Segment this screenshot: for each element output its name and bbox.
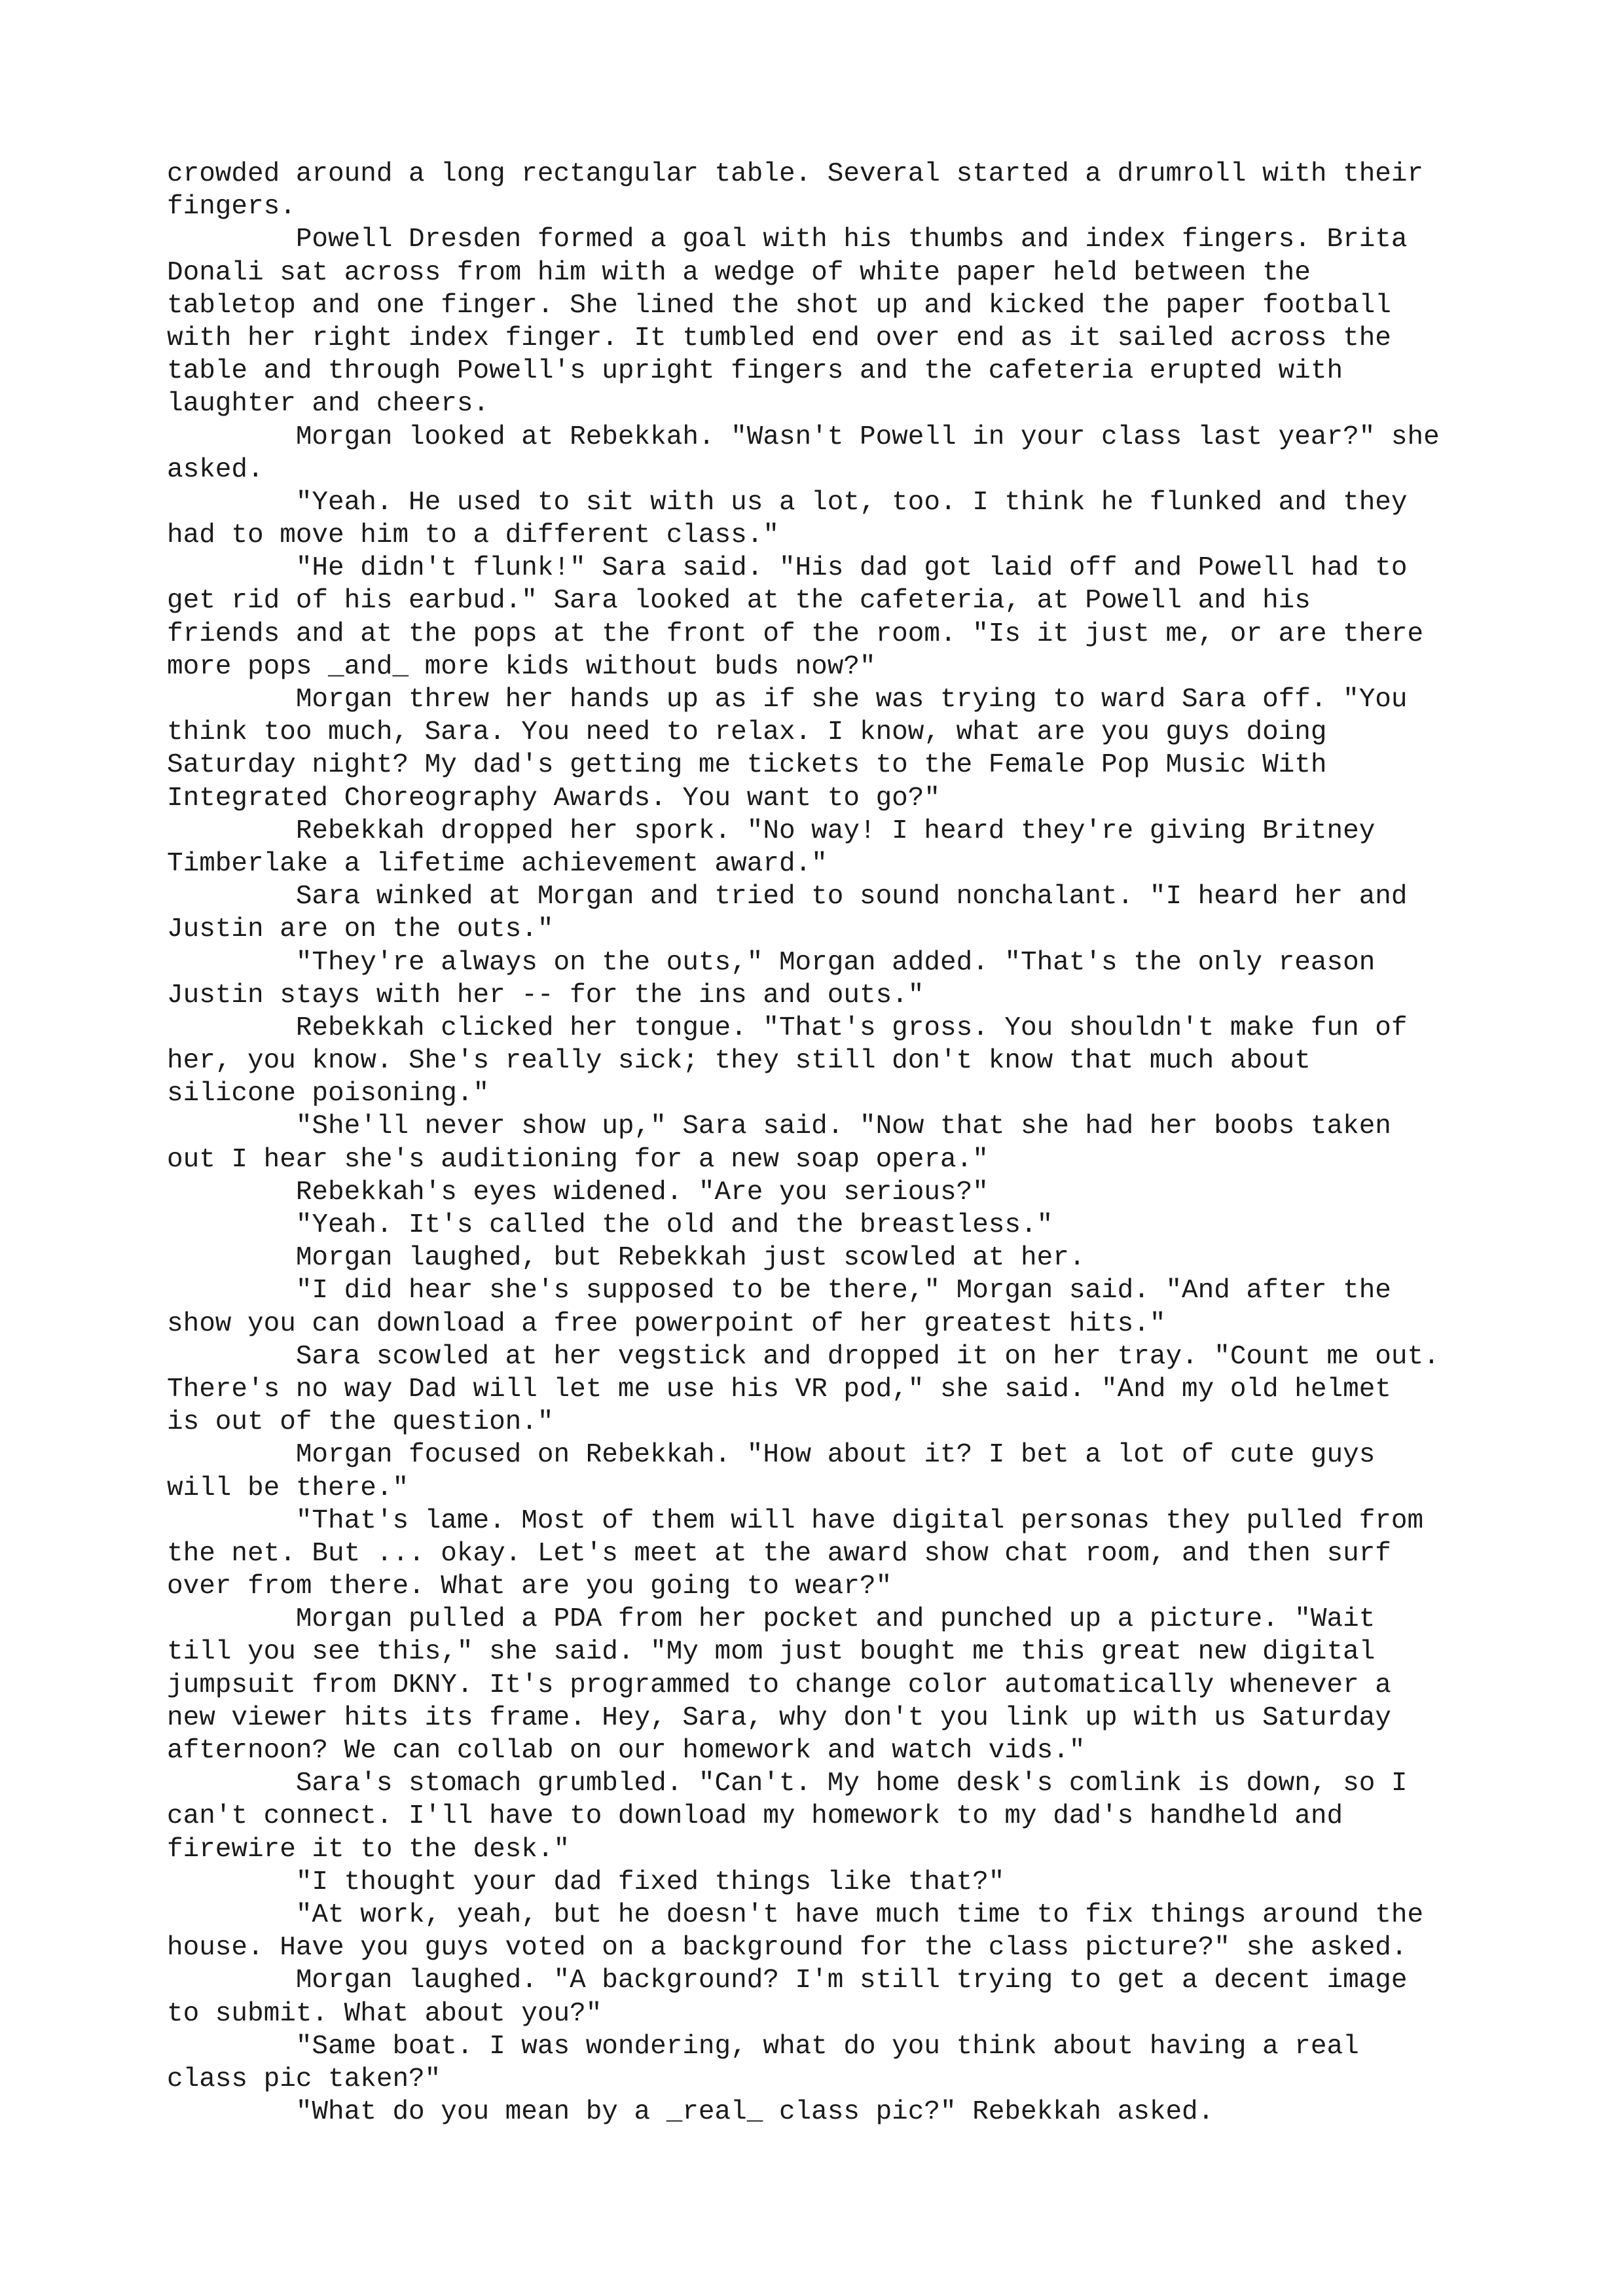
text-line: with her right index finger. It tumbled end over end as it sailed across the: [167, 323, 1391, 353]
body-text: [167, 158, 1476, 2128]
text-line: "Yeah. It's called the old and the breastless.": [167, 1210, 1053, 1240]
text-line: Sara winked at Morgan and tried to sound nonchalant. "I heard her and: [167, 882, 1408, 912]
text-line: think too much, Sara. You need to relax. I know, what are you guys doing: [167, 717, 1327, 748]
text-line: asked.: [167, 454, 264, 485]
text-line: "Yeah. He used to sit with us a lot, too. I think he flunked and they: [167, 487, 1408, 518]
text-line: "He didn't flunk!" Sara said. "His dad got laid off and Powell had to: [167, 553, 1408, 584]
text-line: crowded around a long rectangular table. Several started a drumroll with their: [167, 159, 1424, 189]
text-line: class pic taken?": [167, 2064, 441, 2094]
text-line: Sara's stomach grumbled. "Can't. My home desk's comlink is down, so I: [167, 1768, 1408, 1799]
text-line: Justin are on the outs.": [167, 914, 554, 945]
text-line: Morgan pulled a PDA from her pocket and punched up a picture. "Wait: [167, 1604, 1376, 1635]
text-line: Donali sat across from him with a wedge of white paper held between the: [167, 257, 1311, 288]
text-line: Morgan laughed. "A background? I'm still trying to get a decent image: [167, 1965, 1408, 1996]
text-line: Rebekkah's eyes widened. "Are you serious?": [167, 1177, 989, 1208]
text-line: "What do you mean by a _real_ class pic?" Rebekkah asked.: [167, 2097, 1214, 2128]
text-line: is out of the question.": [167, 1407, 554, 1438]
text-line: Morgan laughed, but Rebekkah just scowled at her.: [167, 1243, 1085, 1274]
text-line: show you can download a free powerpoint of her greatest hits.": [167, 1308, 1166, 1339]
text-line: Morgan threw her hands up as if she was trying to ward Sara off. "You: [167, 685, 1408, 715]
text-line: Sara scowled at her vegstick and dropped it on her tray. "Count me out.: [167, 1341, 1440, 1372]
text-line: Rebekkah dropped her spork. "No way! I heard they're giving Britney: [167, 816, 1376, 846]
text-line: house. Have you guys voted on a background for the class picture?" she asked.: [167, 1933, 1408, 1964]
text-line: silicone poisoning.": [167, 1079, 490, 1109]
text-line: fingers.: [167, 192, 296, 223]
text-line: more pops _and_ more kids without buds now?": [167, 651, 876, 682]
text-line: "I did hear she's supposed to be there," Morgan said. "And after the: [167, 1276, 1391, 1306]
text-line: Morgan focused on Rebekkah. "How about it? I bet a lot of cute guys: [167, 1440, 1376, 1471]
text-line: table and through Powell's upright fingers and the cafeteria erupted with: [167, 356, 1343, 387]
text-line: There's no way Dad will let me use his VR pod," she said. "And my old helmet: [167, 1374, 1391, 1405]
text-line: Powell Dresden formed a goal with his thumbs and index fingers. Brita: [167, 224, 1408, 255]
text-line: the net. But ... okay. Let's meet at the award show chat room, and then surf: [167, 1538, 1391, 1569]
text-line: "I thought your dad fixed things like that?": [167, 1867, 1005, 1897]
text-line: "She'll never show up," Sara said. "Now that she had her boobs taken: [167, 1111, 1391, 1142]
text-line: jumpsuit from DKNY. It's programmed to change color automatically whenever a: [167, 1670, 1391, 1700]
text-line: her, you know. She's really sick; they still don't know that much about: [167, 1046, 1311, 1077]
text-line: over from there. What are you going to wear?": [167, 1571, 892, 1602]
text-line: new viewer hits its frame. Hey, Sara, why don't you link up with us Saturday: [167, 1702, 1391, 1733]
text-line: afternoon? We can collab on our homework and watch vids.": [167, 1736, 1085, 1766]
text-line: Timberlake a lifetime achievement award.": [167, 848, 828, 879]
text-line: "At work, yeah, but he doesn't have much time to fix things around the: [167, 1899, 1424, 1930]
text-line: firewire it to the desk.": [167, 1834, 570, 1865]
text-line: can't connect. I'll have to download my homework to my dad's handheld and: [167, 1801, 1343, 1832]
text-line: to submit. What about you?": [167, 1998, 602, 2029]
text-line: "They're always on the outs," Morgan added. "That's the only reason: [167, 947, 1376, 978]
text-line: laughter and cheers.: [167, 389, 490, 420]
text-line: get rid of his earbud." Sara looked at the cafeteria, at Powell and his: [167, 586, 1311, 617]
text-line: friends and at the pops at the front of the room. "Is it just me, or are there: [167, 619, 1424, 649]
text-line: Justin stays with her -- for the ins and outs.": [167, 980, 924, 1011]
text-line: Integrated Choreography Awards. You want to go?": [167, 783, 940, 814]
text-line: "That's lame. Most of them will have digital personas they pulled from: [167, 1505, 1424, 1536]
text-line: will be there.": [167, 1473, 409, 1503]
text-line: Morgan looked at Rebekkah. "Wasn't Powell in your class last year?" she: [167, 422, 1440, 452]
text-line: tabletop and one finger. She lined the shot up and kicked the paper football: [167, 290, 1391, 321]
text-line: "Same boat. I was wondering, what do you think about having a real: [167, 2031, 1359, 2062]
text-line: till you see this," she said. "My mom just bought me this great new digital: [167, 1637, 1376, 1668]
text-line: out I hear she's auditioning for a new soap opera.": [167, 1144, 989, 1175]
text-line: Saturday night? My dad's getting me tickets to the Female Pop Music With: [167, 750, 1327, 781]
text-line: had to move him to a different class.": [167, 520, 779, 551]
text-line: Rebekkah clicked her tongue. "That's gross. You shouldn't make fun of: [167, 1013, 1408, 1043]
